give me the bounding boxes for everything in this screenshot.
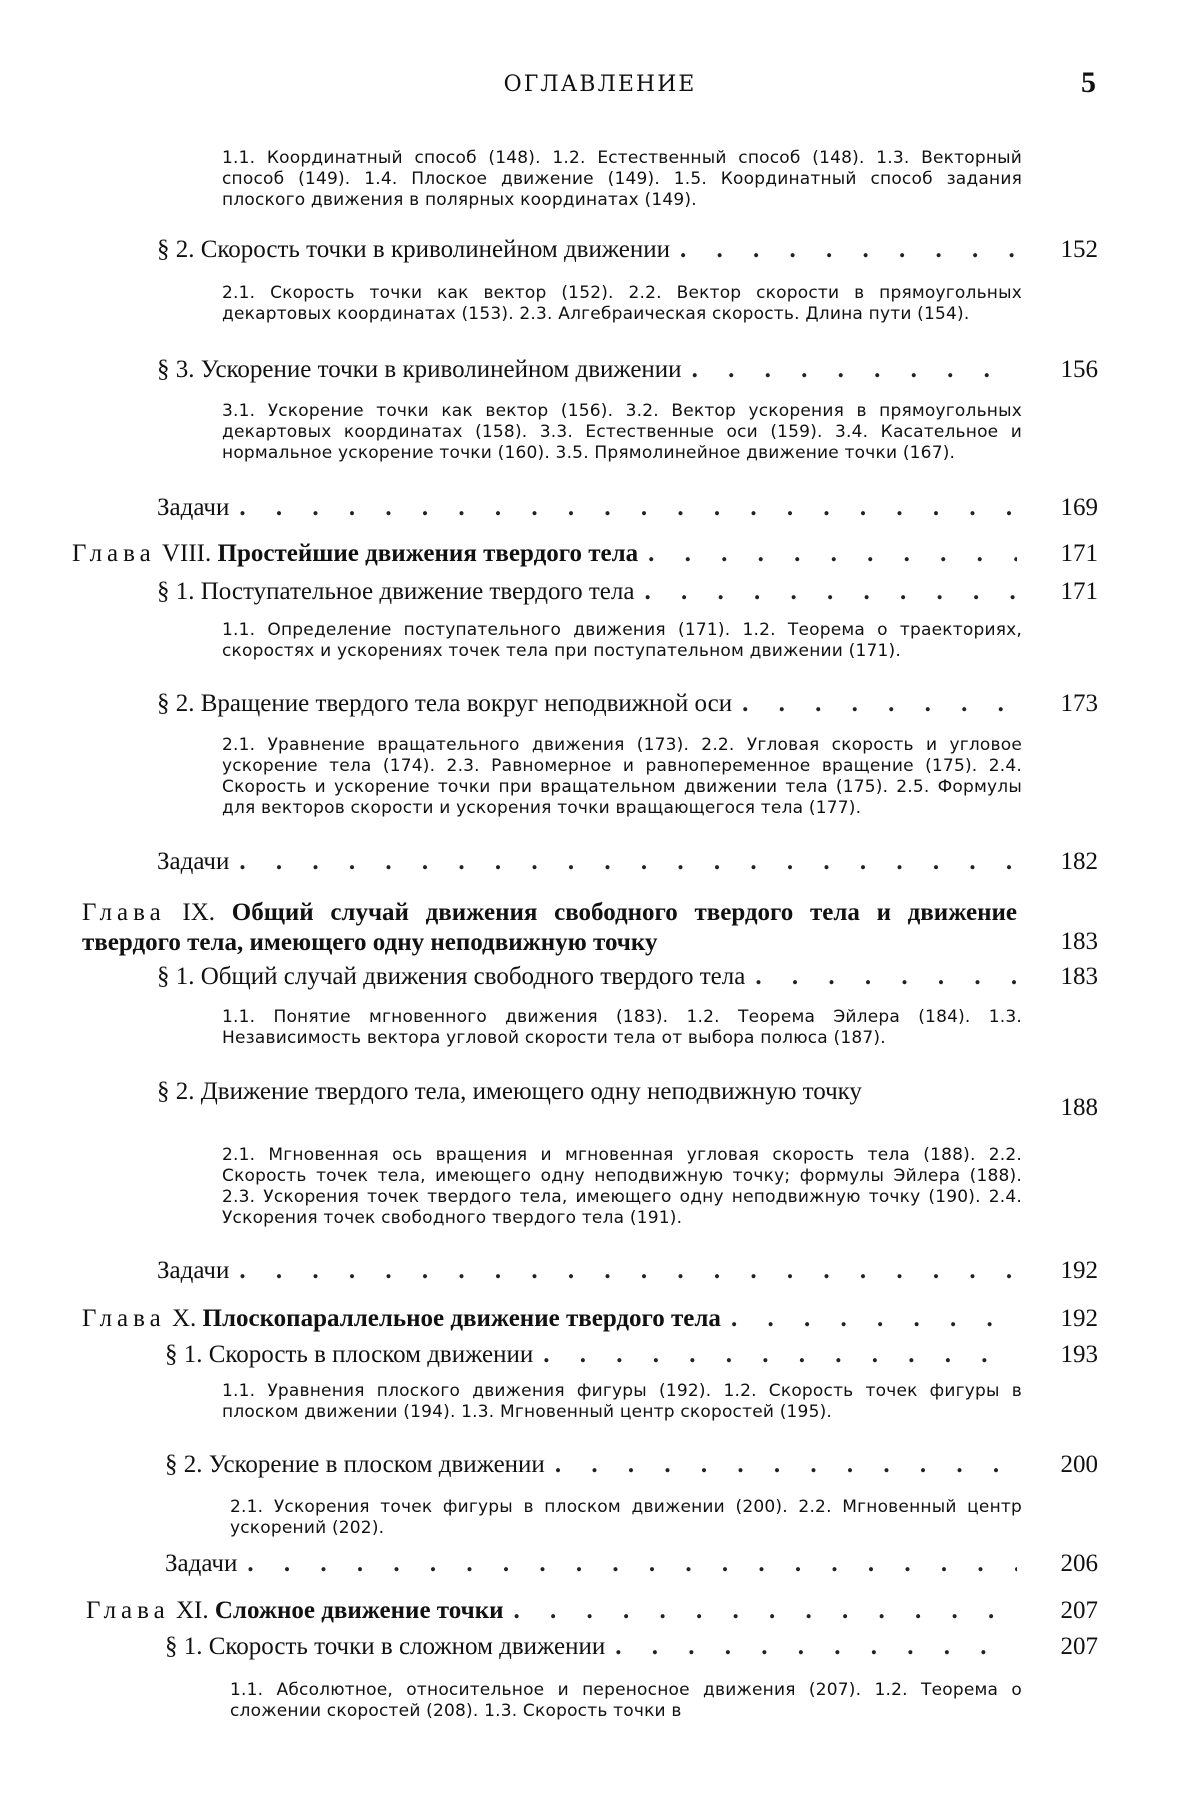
toc-section[interactable] — [157, 356, 1027, 384]
toc-page-number: 183 — [1060, 963, 1098, 990]
toc-subentries: 2.1. Ускорения точек фигуры в плоском движении (200). 2.2. Мгновенный центр ускорений (202). — [230, 1497, 1022, 1538]
dot-leader — [731, 1305, 1017, 1333]
toc-page-number: 192 — [1060, 1257, 1098, 1284]
toc-section[interactable] — [157, 963, 1027, 991]
toc-subentries: 2.1. Мгновенная ось вращения и мгновенная угловая скорость тела (188). 2.2. Скорость точек тела, имеющего одну неподвижную точку; формулы Эйлера (188). 2.3. Ускорения точек твердого тела, имеющего одну неподвижную точку (190). 2.4. Ускорения точек свободного твердого тела (191). — [222, 1145, 1022, 1228]
chapter-prefix: Глава — [82, 899, 166, 926]
toc-page-number: 200 — [1060, 1451, 1098, 1478]
toc-chapter[interactable] — [82, 898, 1017, 958]
dot-leader — [644, 578, 1017, 606]
toc-section[interactable] — [165, 1451, 1027, 1479]
chapter-prefix: Глава — [86, 1597, 170, 1624]
chapter-title: Сложное движение точки — [214, 1597, 504, 1624]
toc-problems[interactable] — [157, 1257, 1027, 1285]
toc-problems-label: Задачи — [157, 848, 230, 875]
toc-chapter[interactable] — [86, 1597, 1027, 1625]
toc-subentries: 1.1. Координатный способ (148). 1.2. Естественный способ (148). 1.3. Векторный способ (149). 1.4. Плоское движение (149). 1.5. Координатный способ задания плоского движения в полярных координатах (149). — [222, 148, 1022, 210]
dot-leader — [543, 1341, 1017, 1369]
dot-leader — [555, 1451, 1017, 1479]
toc-problems[interactable] — [157, 494, 1027, 522]
toc-problems-label: Задачи — [165, 1550, 238, 1577]
toc-section-label: § 2. Скорость точки в криволинейном движении — [157, 236, 671, 263]
toc-section-label: § 2. Вращение твердого тела вокруг неподвижной оси — [157, 690, 733, 717]
toc-section-label: § 2. Движение твердого тела, имеющего одну неподвижную точку — [157, 1078, 862, 1105]
toc-subentries: 1.1. Абсолютное, относительное и переносное движения (207). 1.2. Теорема о сложении скоростей (208). 1.3. Скорость точки в — [230, 1680, 1022, 1721]
dot-leader — [755, 963, 1017, 991]
toc-page-number: 169 — [1060, 494, 1098, 521]
toc-page-number: 171 — [1060, 578, 1098, 605]
toc-section-label: § 3. Ускорение точки в криволинейном движении — [157, 356, 682, 383]
dot-leader — [615, 1633, 1017, 1661]
toc-subentries: 2.1. Скорость точки как вектор (152). 2.2. Вектор скорости в прямоугольных декартовых координатах (153). 2.3. Алгебраическая скорость. Длина пути (154). — [222, 283, 1022, 324]
dot-leader — [239, 1257, 1017, 1285]
toc-problems-label: Задачи — [157, 1257, 230, 1284]
chapter-title: Простейшие движения твердого тела — [217, 540, 639, 567]
toc-page-number: 152 — [1060, 236, 1098, 263]
toc-section[interactable] — [165, 1341, 1027, 1369]
toc-page-number: 173 — [1060, 690, 1098, 717]
toc-subentries: 1.1. Уравнения плоского движения фигуры (192). 1.2. Скорость точек фигуры в плоском движении (194). 1.3. Мгновенный центр скоростей (195). — [222, 1381, 1022, 1422]
toc-section-label: § 1. Скорость в плоском движении — [165, 1341, 534, 1368]
chapter-prefix: Глава — [72, 540, 156, 567]
toc-page-number: 182 — [1060, 848, 1098, 875]
toc-page-number: 192 — [1060, 1305, 1098, 1332]
toc-section-label: § 1. Общий случай движения свободного твердого тела — [157, 963, 746, 990]
toc-chapter[interactable] — [72, 540, 1027, 568]
toc-page-number: 193 — [1060, 1341, 1098, 1368]
chapter-number: X. — [171, 1305, 197, 1332]
dot-leader — [239, 848, 1017, 876]
toc-chapter[interactable] — [82, 1305, 1027, 1333]
chapter-number: VIII. — [161, 540, 212, 567]
toc-page-number: 171 — [1060, 540, 1098, 567]
toc-page-number: 183 — [1060, 928, 1098, 955]
chapter-number: IX. — [182, 899, 216, 926]
toc-page-number: 207 — [1060, 1633, 1098, 1660]
toc-problems-label: Задачи — [157, 494, 230, 521]
toc-section[interactable] — [157, 578, 1027, 606]
dot-leader — [514, 1597, 1017, 1625]
toc-page-number: 206 — [1060, 1550, 1098, 1577]
dot-leader — [742, 690, 1017, 718]
toc-problems[interactable] — [157, 848, 1027, 876]
dot-leader — [239, 494, 1017, 522]
toc-problems[interactable] — [165, 1550, 1027, 1578]
toc-subentries: 1.1. Определение поступательного движения (171). 1.2. Теорема о траекториях, скоростях и ускорениях точек тела при поступательном движении (171). — [222, 620, 1022, 661]
page-number: 5 — [1081, 66, 1096, 99]
dot-leader — [247, 1550, 1017, 1578]
toc-subentries: 1.1. Понятие мгновенного движения (183). 1.2. Теорема Эйлера (184). 1.3. Независимость вектора угловой скорости тела от выбора полюса (187). — [222, 1007, 1022, 1048]
chapter-number: XI. — [175, 1597, 209, 1624]
chapter-prefix: Глава — [82, 1305, 166, 1332]
toc-section[interactable] — [165, 1633, 1027, 1661]
toc-section-label: § 2. Ускорение в плоском движении — [165, 1451, 545, 1478]
toc-section-label: § 1. Поступательное движение твердого тела — [157, 578, 635, 605]
dot-leader — [680, 236, 1017, 264]
chapter-title: Плоскопараллельное движение твердого тела — [202, 1305, 721, 1332]
toc-section[interactable] — [157, 1077, 1017, 1107]
toc-page-number: 188 — [1060, 1094, 1098, 1121]
toc-section-label: § 1. Скорость точки в сложном движении — [165, 1633, 606, 1660]
dot-leader — [692, 356, 1017, 384]
dot-leader — [648, 540, 1017, 568]
toc-page-number: 207 — [1060, 1597, 1098, 1624]
toc-subentries: 2.1. Уравнение вращательного движения (173). 2.2. Угловая скорость и угловое ускорение тела (174). 2.3. Равномерное и равнопеременное вращение (175). 2.4. Скорость и ускорение точки при вращательном движении тела (175). 2.5. Формулы для векторов скорости и ускорения точки вращающегося тела (177). — [222, 735, 1022, 818]
toc-section[interactable] — [157, 236, 1027, 264]
toc-page-number: 156 — [1060, 356, 1098, 383]
toc-subentries: 3.1. Ускорение точки как вектор (156). 3.2. Вектор ускорения в прямоугольных декартовых координатах (158). 3.3. Естественные оси (159). 3.4. Касательное и нормальное ускорение точки (160). 3.5. Прямолинейное движение точки (167). — [222, 401, 1022, 463]
page-header-title: ОГЛАВЛЕНИЕ — [503, 72, 697, 97]
chapter-title: Общий случай движения свободного твердого тела и движение твердого тела, имеющего одну неподвижную точку — [82, 899, 1018, 956]
toc-section[interactable] — [157, 690, 1027, 718]
